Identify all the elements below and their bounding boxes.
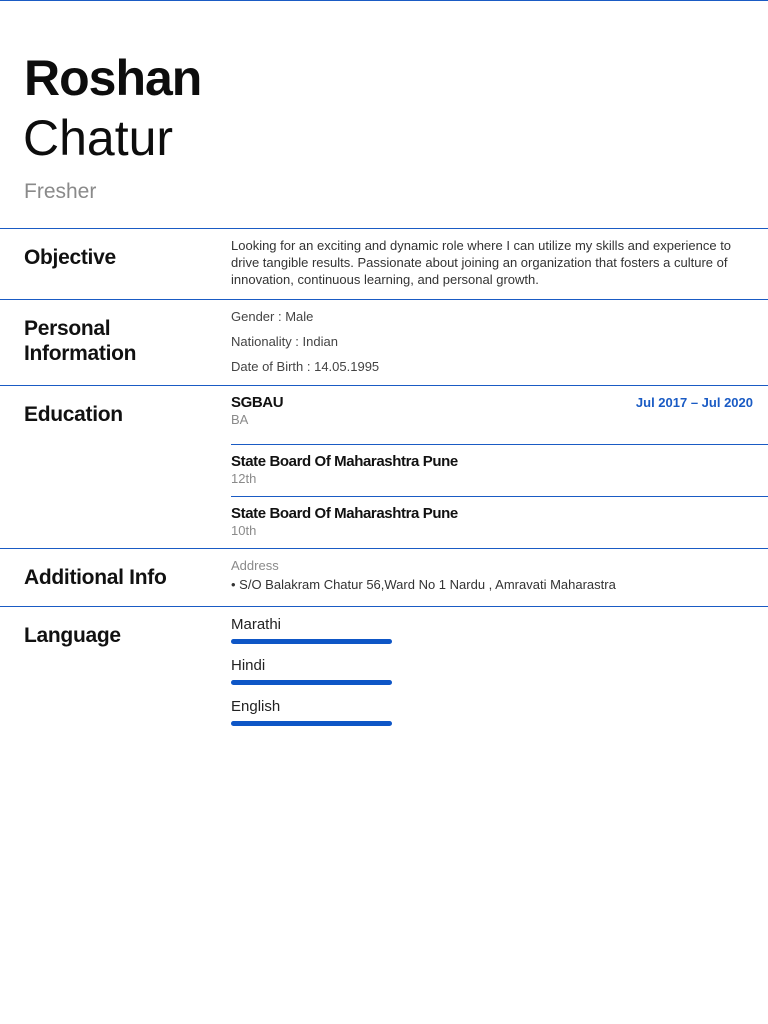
objective-section	[0, 228, 768, 299]
first-name: Roshan	[24, 50, 202, 106]
education-divider	[231, 496, 768, 497]
language-name: Hindi	[231, 657, 266, 674]
education-school: State Board Of Maharashtra Pune	[231, 505, 458, 522]
language-name: English	[231, 698, 281, 715]
objective-text: Looking for an exciting and dynamic role where I can utilize my skills and experience to drive tangible results. Passionate about joining an organization that fosters a culture of innovation, continuous learning, and personal growth.	[231, 238, 732, 287]
language-level-bar	[231, 721, 392, 726]
education-divider	[231, 444, 768, 445]
language-level-bar	[231, 680, 392, 685]
last-name: Chatur	[23, 110, 174, 166]
education-date: Jul 2017 – Jul 2020	[635, 395, 753, 410]
education-section	[0, 385, 768, 548]
education-degree: 12th	[231, 471, 257, 486]
address-text: • S/O Balakram Chatur 56,Ward No 1 Nardu , Amravati Maharastra	[231, 577, 616, 592]
language-level-fill	[231, 680, 392, 685]
personal-info-title: Personal Information	[24, 317, 137, 365]
language-item	[231, 698, 393, 716]
education-entry	[231, 505, 768, 539]
education-school: SGBAU	[231, 394, 284, 411]
additional-info-content	[231, 557, 754, 593]
personal-info-fields	[231, 308, 754, 378]
language-item	[231, 657, 393, 675]
education-entry	[231, 453, 768, 487]
language-section	[0, 606, 768, 747]
top-divider	[0, 0, 768, 1]
objective-title: Objective	[24, 246, 116, 269]
education-title: Education	[24, 403, 123, 426]
education-school: State Board Of Maharashtra Pune	[231, 453, 458, 470]
language-level-bar	[231, 639, 392, 644]
personal-info-section	[0, 299, 768, 386]
language-name: Marathi	[231, 616, 282, 633]
education-degree: 10th	[231, 523, 257, 538]
language-title: Language	[24, 624, 121, 647]
address-label: Address	[231, 558, 279, 573]
additional-info-title: Additional Info	[24, 566, 167, 589]
language-level-fill	[231, 639, 392, 644]
language-level-fill	[231, 721, 392, 726]
additional-info-section	[0, 548, 768, 606]
dob-field: Date of Birth : 14.05.1995	[231, 359, 380, 374]
job-role: Fresher	[24, 180, 97, 203]
education-degree: BA	[231, 412, 249, 427]
nationality-field: Nationality : Indian	[231, 334, 338, 349]
gender-field: Gender : Male	[231, 309, 314, 324]
education-entry	[231, 394, 768, 428]
language-item	[231, 616, 393, 634]
